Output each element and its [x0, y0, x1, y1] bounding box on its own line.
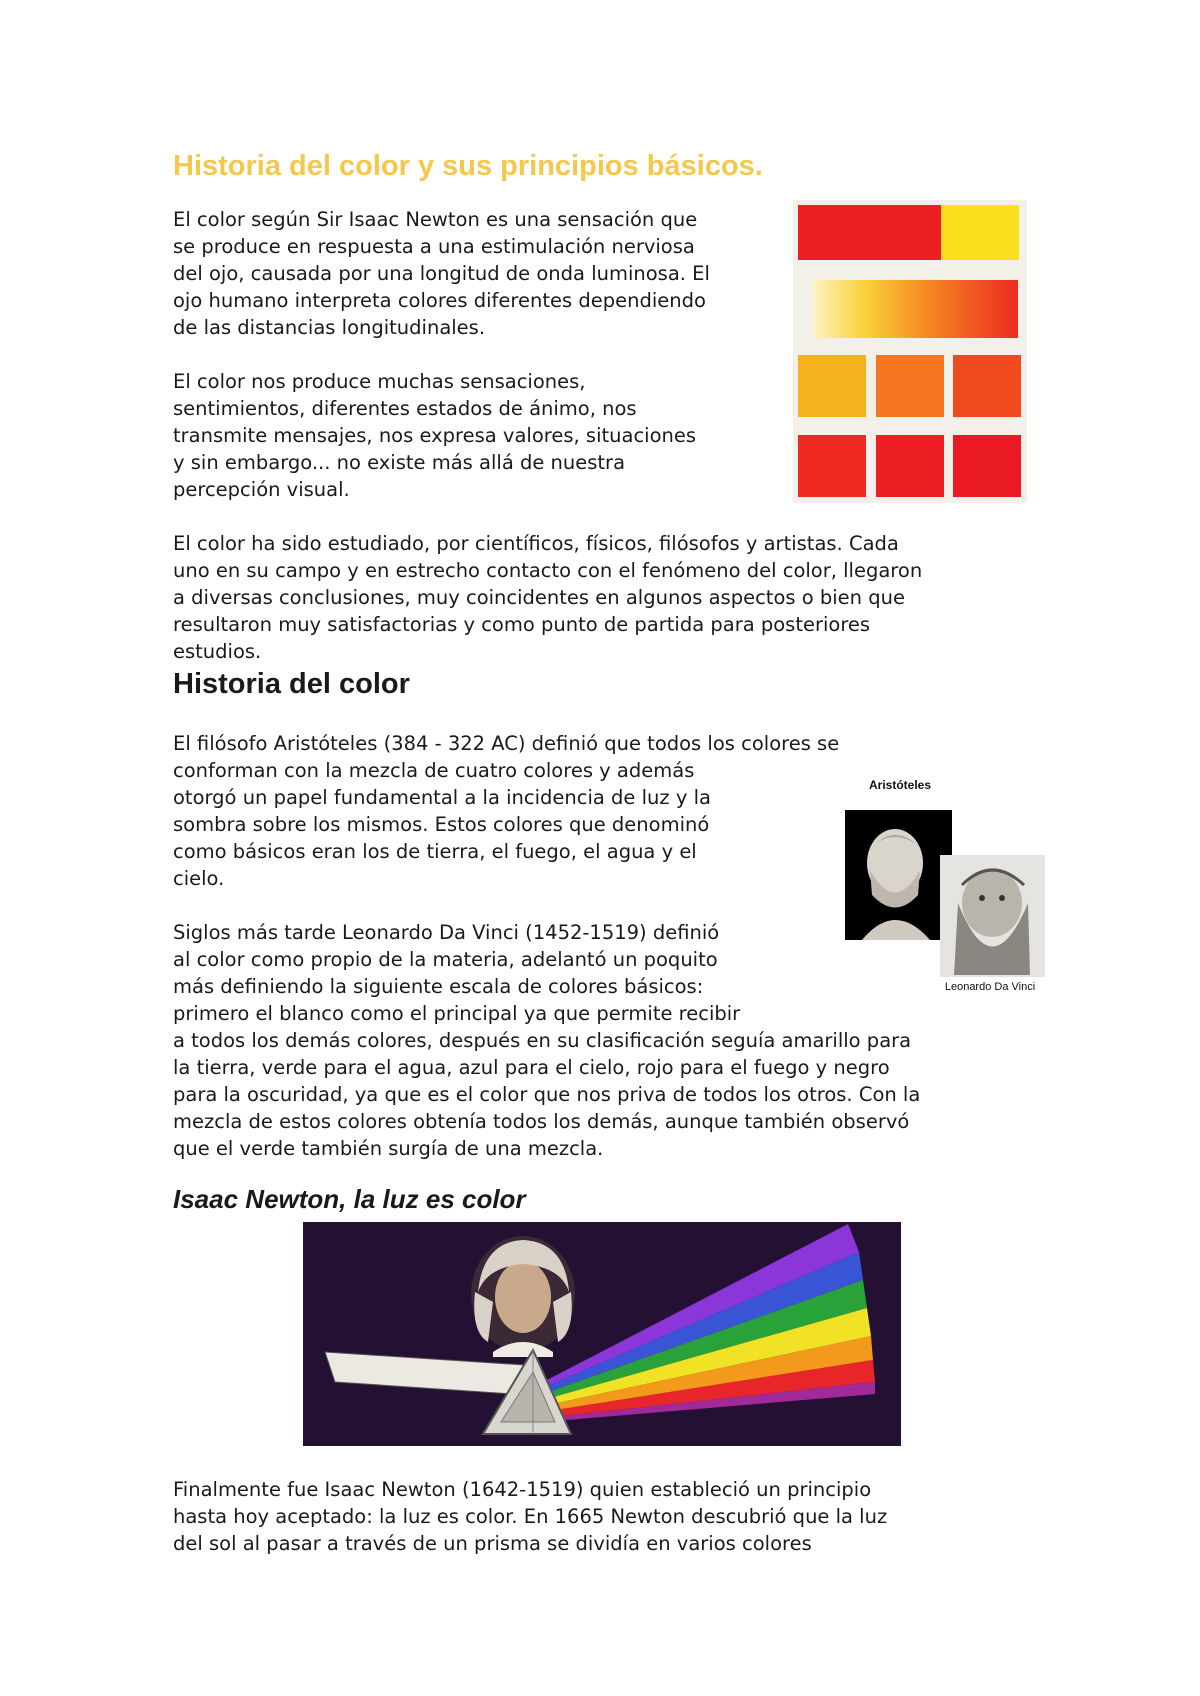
text-line: que el verde también surgía de una mezcla.: [173, 1137, 604, 1160]
newton-portrait: [471, 1236, 575, 1357]
color-swatches-figure: [793, 200, 1027, 503]
text-line: hasta hoy aceptado: la luz es color. En 1665 Newton descubrió que la luz: [173, 1505, 888, 1528]
text-line: y sin embargo... no existe más allá de nuestra: [173, 451, 626, 474]
text-line: mezcla de estos colores obtenía todos los demás, aunque también observó: [173, 1110, 910, 1133]
newton-heading: Isaac Newton, la luz es color: [173, 1184, 526, 1214]
page-title: Historia del color y sus principios básicos.: [173, 150, 763, 182]
newton-paragraph-1: [173, 1476, 887, 1557]
text-line: percepción visual.: [173, 478, 350, 501]
text-line: para la oscuridad, ya que es el color que nos priva de todos los otros. Con la: [173, 1083, 921, 1106]
history-paragraph-1: [173, 730, 839, 892]
text-line: a diversas conclusiones, muy coincidentes en algunos aspectos o bien que: [173, 586, 905, 609]
intro-paragraph-2: [173, 368, 696, 503]
swatch-orange-yellow: [798, 355, 866, 417]
text-line: cielo.: [173, 867, 225, 890]
text-line: la tierra, verde para el agua, azul para el cielo, rojo para el fuego y negro: [173, 1056, 890, 1079]
text-line: resultaron muy satisfactorias y como punto de partida para posteriores: [173, 613, 871, 636]
text-line: ojo humano interpreta colores diferentes dependiendo: [173, 289, 706, 312]
swatch-red-orange: [953, 355, 1021, 417]
text-line: primero el blanco como el principal ya que permite recibir: [173, 1002, 741, 1025]
text-line: Siglos más tarde Leonardo Da Vinci (1452-1519) definió: [173, 921, 720, 944]
text-line: uno en su campo y en estrecho contacto con el fenómeno del color, llegaron: [173, 559, 923, 582]
text-line: del ojo, causada por una longitud de onda luminosa. El: [173, 262, 710, 285]
text-line: de las distancias longitudinales.: [173, 316, 486, 339]
text-line: otorgó un papel fundamental a la incidencia de luz y la: [173, 786, 711, 809]
text-line: El color nos produce muchas sensaciones,: [173, 370, 586, 393]
intro-paragraph-1: [173, 206, 710, 341]
swatch-red-2: [876, 435, 944, 497]
newton-prism-figure: [303, 1222, 901, 1446]
leonardo-portrait: [940, 855, 1045, 977]
aristoteles-caption: Aristóteles: [868, 778, 932, 792]
intro-paragraph-3: [173, 530, 922, 665]
text-line: conforman con la mezcla de cuatro colores y además: [173, 759, 695, 782]
swatch-yellow-bar: [941, 205, 1019, 260]
swatch-gradient-bar: [813, 280, 1018, 338]
text-line: al color como propio de la materia, adelantó un poquito: [173, 948, 718, 971]
history-paragraph-2: [173, 919, 920, 1162]
text-line: del sol al pasar a través de un prisma se dividía en varios colores: [173, 1532, 812, 1555]
text-line: como básicos eran los de tierra, el fuego, el agua y el: [173, 840, 697, 863]
text-line: El filósofo Aristóteles (384 - 322 AC) definió que todos los colores se: [173, 732, 840, 755]
swatch-red-bar: [798, 205, 943, 260]
swatch-red-1: [798, 435, 866, 497]
swatch-orange: [876, 355, 944, 417]
text-line: se produce en respuesta a una estimulación nerviosa: [173, 235, 695, 258]
text-line: sombra sobre los mismos. Estos colores que denominó: [173, 813, 710, 836]
text-line: Finalmente fue Isaac Newton (1642-1519) quien estableció un principio: [173, 1478, 872, 1501]
text-line: a todos los demás colores, después en su clasificación seguía amarillo para: [173, 1029, 912, 1052]
text-line: estudios.: [173, 640, 262, 663]
text-line: El color según Sir Isaac Newton es una sensación que: [173, 208, 698, 231]
history-heading: Historia del color: [173, 668, 410, 700]
text-line: más definiendo la siguiente escala de colores básicos:: [173, 975, 704, 998]
swatch-red-3: [953, 435, 1021, 497]
text-line: transmite mensajes, nos expresa valores, situaciones: [173, 424, 697, 447]
text-line: sentimientos, diferentes estados de ánimo, nos: [173, 397, 637, 420]
text-line: El color ha sido estudiado, por científicos, físicos, filósofos y artistas. Cada: [173, 532, 899, 555]
leonardo-caption: Leonardo Da Vinci: [944, 981, 1036, 993]
